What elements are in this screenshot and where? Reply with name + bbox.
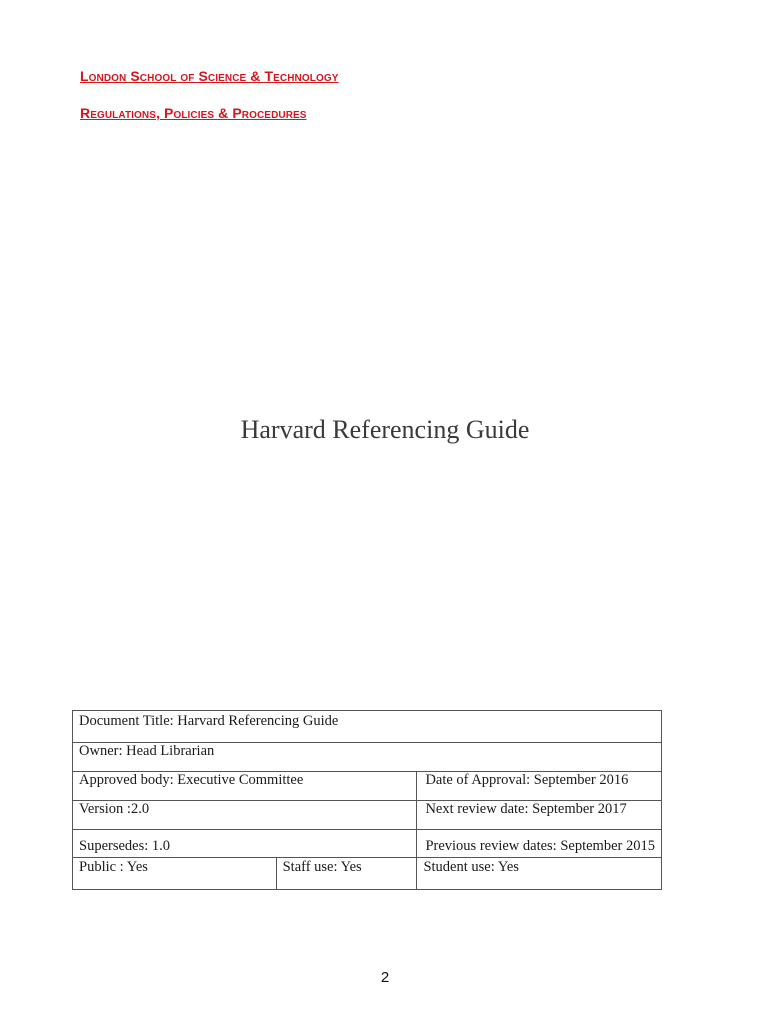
table-row (73, 772, 662, 801)
staff-use-cell: Staff use: Yes (276, 858, 417, 890)
supersedes-cell: Supersedes: 1.0 (73, 830, 417, 858)
table-row (73, 711, 662, 743)
date-of-approval-cell: Date of Approval: September 2016 (417, 772, 662, 801)
student-use-cell: Student use: Yes (417, 858, 662, 890)
public-cell: Public : Yes (73, 858, 277, 890)
approved-body-cell: Approved body: Executive Committee (73, 772, 417, 801)
table-row (73, 858, 662, 890)
table-row (73, 830, 662, 858)
table-row (73, 743, 662, 772)
document-metadata-table (72, 710, 662, 890)
document-title: Harvard Referencing Guide (240, 415, 530, 444)
owner-cell: Owner: Head Librarian (73, 743, 662, 772)
page-number: 2 (380, 969, 390, 986)
section-heading: Regulations, Policies & Procedures (80, 105, 307, 121)
table-row (73, 801, 662, 830)
version-cell: Version :2.0 (73, 801, 417, 830)
previous-review-dates-cell: Previous review dates: September 2015 (417, 830, 662, 858)
document-title-cell: Document Title: Harvard Referencing Guide (73, 711, 662, 743)
next-review-date-cell: Next review date: September 2017 (417, 801, 662, 830)
school-name-heading: London School of Science & Technology (80, 68, 339, 84)
